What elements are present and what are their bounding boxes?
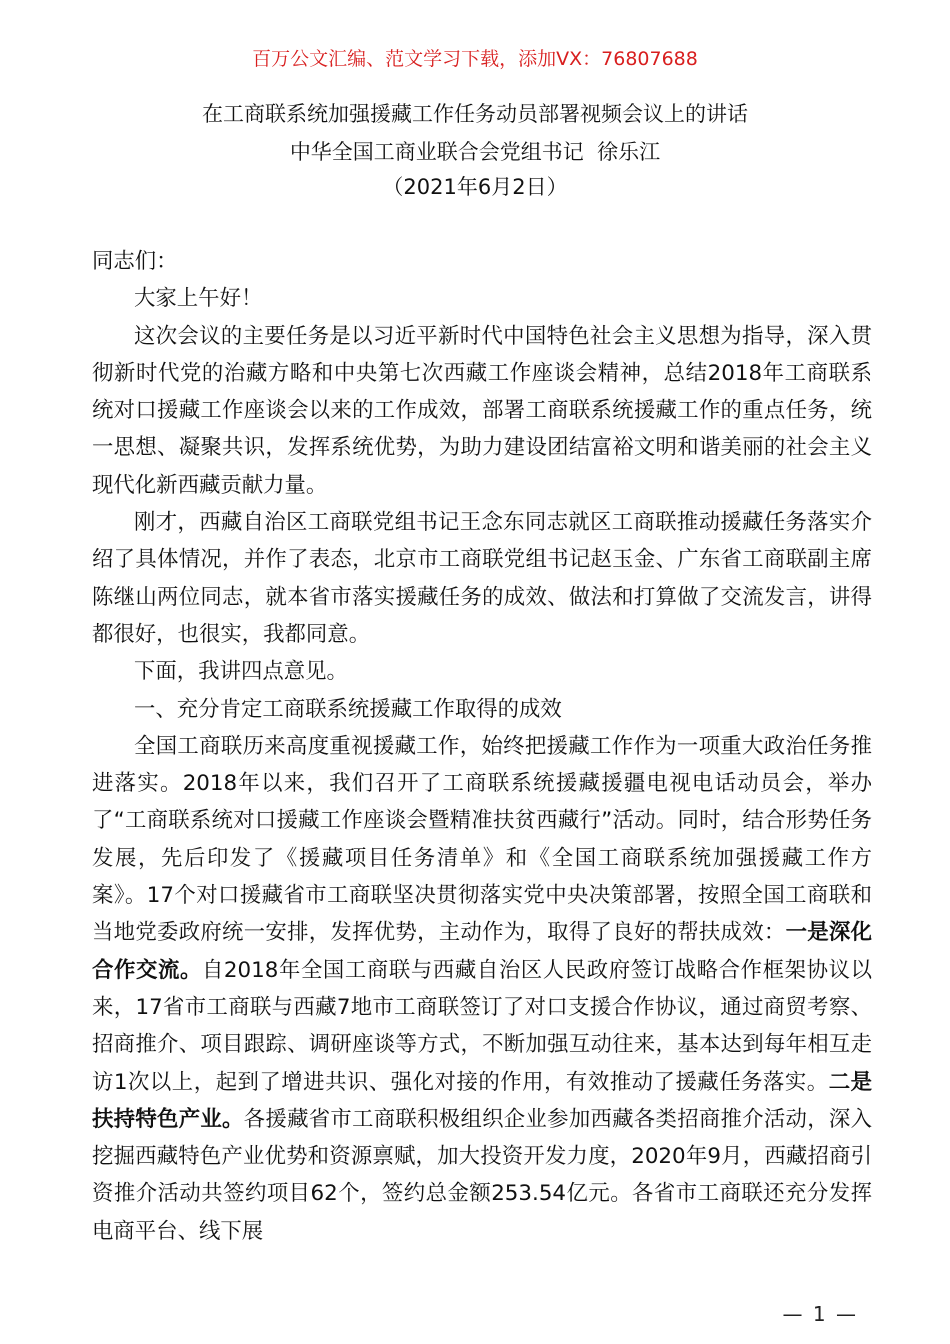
- speech-date: （2021年6月2日）: [382, 175, 568, 199]
- paragraph-4-text-a: 全国工商联历来高度重视援藏工作，始终把援藏工作作为一项重大政治任务推进落实。2018年以来，我们召开了工商联系统援藏援疆电视电话动员会，举办了“工商联系统对口援藏工作座谈会暨精准扶贫西藏行”活动。同时，结合形势任务发展，先后印发了《援藏项目任务清单》和《全国工商联系统加强援藏工作方案》。17个对口援藏省市工商联坚决贯彻落实党中央决策部署，按照全国工商联和当地党委政府统一安排，发挥优势，主动作为，取得了良好的帮扶成效：: [92, 733, 872, 946]
- salutation: 同志们：: [92, 249, 178, 274]
- point-two-heading: 二是扶持特色产业。: [92, 1069, 872, 1132]
- page-number: — 1 —: [782, 1302, 858, 1326]
- paragraph-3: 下面，我讲四点意见。: [134, 659, 348, 685]
- greeting: 大家上午好！: [134, 286, 263, 312]
- paragraph-2: 刚才，西藏自治区工商联党组书记王念东同志就区工商联推动援藏任务落实介绍了具体情况，并作了表态，北京市工商联党组书记赵玉金、广东省工商联副主席陈继山两位同志，就本省市落实援藏任务的成效、做法和打算做了交流发言，讲得都很好，也很实，我都同意。: [92, 510, 872, 647]
- paragraph-1: 这次会议的主要任务是以习近平新时代中国特色社会主义思想为指导，深入贯彻新时代党的治藏方略和中央第七次西藏工作座谈会精神，总结2018年工商联系统对口援藏工作座谈会以来的工作成效，部署工商联系统援藏工作的重点任务，统一思想、凝聚共识，发挥系统优势，为助力建设团结富裕文明和谐美丽的社会主义现代化新西藏贡献力量。: [92, 323, 872, 498]
- promo-banner: 百万公文汇编、范文学习下载，添加VX：76807688: [252, 48, 698, 70]
- paragraph-4-text-c: 各援藏省市工商联积极组织企业参加西藏各类招商推介活动，深入挖掘西藏特色产业优势和资源禀赋，加大投资开发力度，2020年9月，西藏招商引资推介活动共签约项目62个，签约总金额253.54亿元。各省市工商联还充分发挥电商平台、线下展: [92, 1106, 872, 1244]
- speaker-byline: 中华全国工商业联合会党组书记 徐乐江: [289, 140, 661, 164]
- speech-body: [92, 243, 872, 1250]
- paragraph-4-text-b: 自2018年全国工商联与西藏自治区人民政府签订战略合作框架协议以来，17省市工商联与西藏7地市工商联签订了对口支援合作协议，通过商贸考察、招商推介、项目跟踪、调研座谈等方式，不断加强互动往来，基本达到每年相互走访1次以上，起到了增进共识、强化对接的作用，有效推动了援藏任务落实。: [92, 957, 872, 1095]
- speech-title: 在工商联系统加强援藏工作任务动员部署视频会议上的讲话: [202, 102, 748, 126]
- section-heading-1: 一、充分肯定工商联系统援藏工作取得的成效: [134, 696, 562, 722]
- paragraph-4: [92, 728, 872, 1250]
- point-one-heading: 一是深化合作交流。: [92, 920, 872, 983]
